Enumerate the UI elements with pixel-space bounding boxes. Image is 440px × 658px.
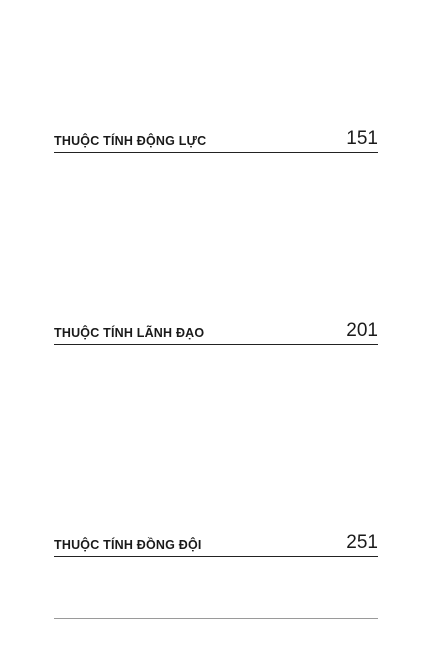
section-title: THUỘC TÍNH LÃNH ĐẠO [54, 326, 205, 340]
section-page-number: 251 [346, 532, 378, 553]
section-page-number: 201 [346, 320, 378, 341]
section-heading [54, 534, 378, 557]
section-title: THUỘC TÍNH ĐỒNG ĐỘI [54, 538, 202, 552]
section-heading [54, 130, 378, 153]
section-page-number: 151 [346, 128, 378, 149]
bottom-rule [54, 618, 378, 619]
section-heading [54, 322, 378, 345]
section-title: THUỘC TÍNH ĐỘNG LỰC [54, 134, 207, 148]
